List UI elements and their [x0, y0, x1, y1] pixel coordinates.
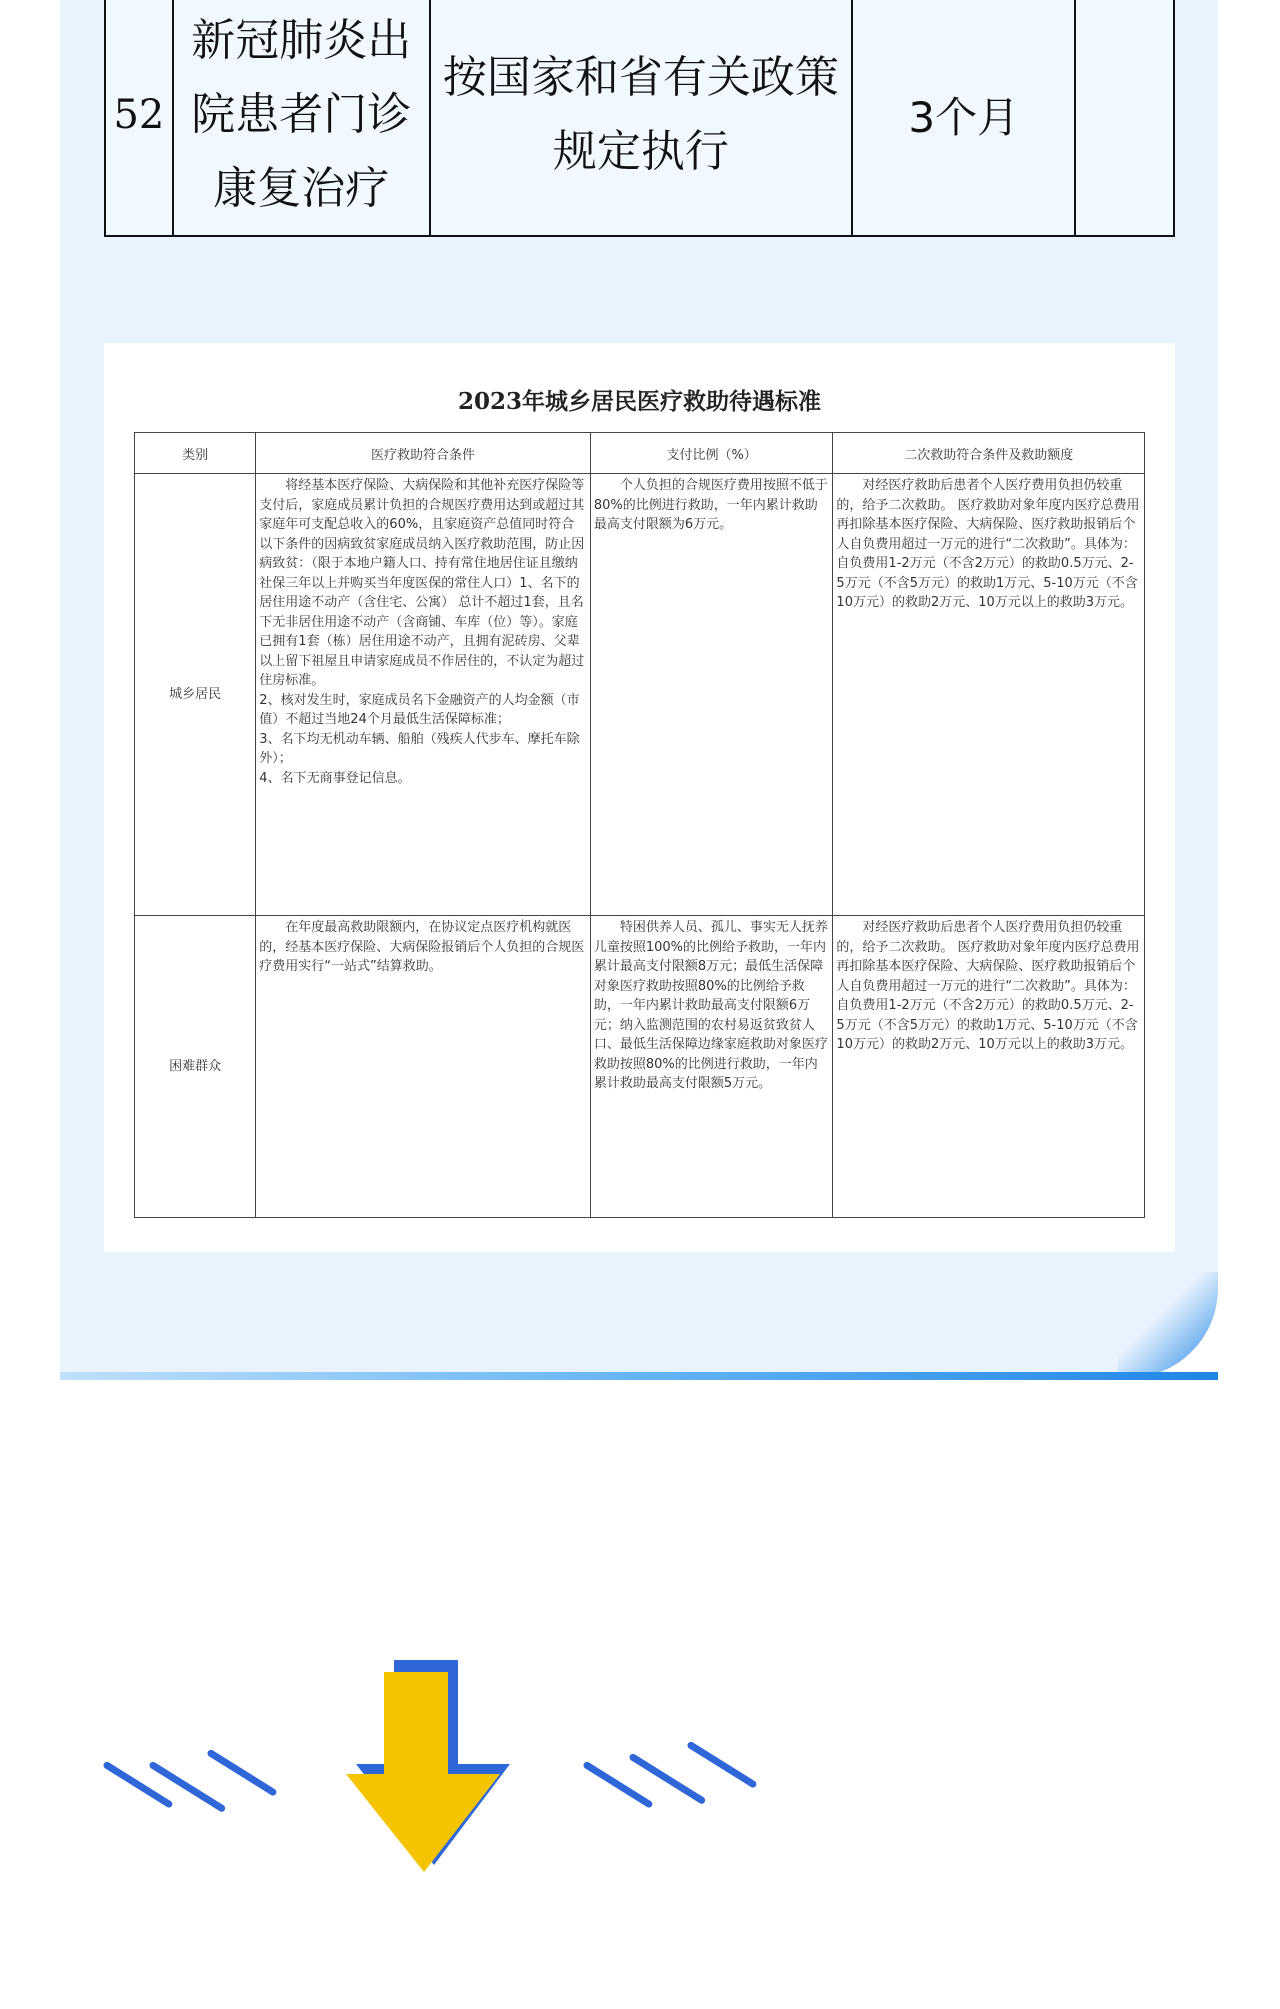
panel-corner-accent [1118, 1272, 1218, 1378]
conditions-text: 在年度最高救助限额内，在协议定点医疗机构就医的，经基本医疗保险、大病保险报销后个人负担的合规医疗费用实行“一站式”结算救助。 [259, 920, 585, 975]
panel-bottom-line [60, 1372, 1218, 1380]
left-dash-3 [206, 1749, 278, 1797]
header-secondary: 二次救助符合条件及救助额度 [833, 433, 1145, 474]
policy-basis: 按国家和省有关政策规定执行 [430, 0, 852, 236]
right-dash-3 [686, 1741, 758, 1789]
image-title: 2023年城乡居民医疗救助待遇标准 [457, 388, 821, 415]
medical-aid-standard-image [104, 343, 1175, 1252]
header-category: 类别 [135, 433, 256, 474]
conditions-text: 将经基本医疗保险、大病保险和其他补充医疗保险等支付后，家庭成员累计负担的合规医疗费用达到或超过其家庭年可支配总收入的60%，且家庭资产总值同时符合以下条件的因病致贫家庭成员纳入医疗救助范围，防止因病致贫：（限于本地户籍人口、持有常住地居住证且缴纳社保三年以上并购买当年度医保的常住人口）1、名下的居住用途不动产（含住宅、公寓） 总计不超过1套，且名下无非居住用途不动产（含商铺、车库（位）等）。家庭已拥有1套（栋）居住用途不动产，且拥有泥砖房、父辈以上留下祖屋且申请家庭成员不作居住的，不认定为超过住房标准。 2、核对发生时，家庭成员名下金融资产的人均金额（市值）不超过当地24个月最低生活保障标准； 3、名下均无机动车辆、船舶（残疾人代步车、摩托车除外）； 4、名下无商事登记信息。 [259, 478, 585, 786]
header-ratio: 支付比例（%） [590, 433, 833, 474]
table-row [105, 0, 1174, 236]
duration: 3个月 [852, 0, 1075, 236]
policy-table-row [104, 0, 1175, 237]
blank-cell [1075, 0, 1174, 236]
ratio-cell [590, 916, 833, 1218]
secondary-text: 对经医疗救助后患者个人医疗费用负担仍较重的，给予二次救助。 医疗救助对象年度内医疗总费用再扣除基本医疗保险、大病保险、医疗救助报销后个人自负费用超过一万元的进行“二次救助”。具体为：自负费用1-2万元（不含2万元）的救助0.5万元、2-5万元（不含5万元）的救助1万元、5-10万元（不含10万元）的救助2万元、10万元以上的救助3万元。 [836, 478, 1140, 611]
category-cell: 困难群众 [135, 916, 256, 1218]
table-row [135, 474, 1145, 916]
header-conditions: 医疗救助符合条件 [256, 433, 591, 474]
conditions-cell [256, 916, 591, 1218]
conditions-cell [256, 474, 591, 916]
row-number: 52 [105, 0, 173, 236]
category-cell: 城乡居民 [135, 474, 256, 916]
ratio-text: 特困供养人员、孤儿、事实无人抚养儿童按照100%的比例给予救助，一年内累计最高支付限额8万元；最低生活保障对象医疗救助按照80%的比例给予救助，一年内累计救助最高支付限额6万元；纳入监测范围的农村易返贫致贫人口、最低生活保障边缘家庭救助对象医疗救助按照80%的比例进行救助，一年内累计救助最高支付限额5万元。 [593, 920, 828, 1092]
table-row [135, 916, 1145, 1218]
ratio-cell [590, 474, 833, 916]
secondary-cell [833, 916, 1145, 1218]
secondary-cell [833, 474, 1145, 916]
down-arrow-icon [330, 1660, 520, 1880]
ratio-text: 个人负担的合规医疗费用按照不低于80%的比例进行救助，一年内累计救助最高支付限额为6万元。 [593, 478, 828, 533]
secondary-text: 对经医疗救助后患者个人医疗费用负担仍较重的，给予二次救助。 医疗救助对象年度内医疗总费用再扣除基本医疗保险、大病保险、医疗救助报销后个人自负费用超过一万元的进行“二次救助”。具体为：自负费用1-2万元（不含2万元）的救助0.5万元、2-5万元（不含5万元）的救助1万元、5-10万元（不含10万元）的救助2万元、10万元以上的救助3万元。 [836, 920, 1140, 1053]
left-dash-2 [148, 1761, 226, 1814]
item-name: 新冠肺炎出院患者门诊康复治疗 [173, 0, 430, 236]
header-row [135, 433, 1145, 474]
medical-aid-standard-table [134, 432, 1145, 1218]
